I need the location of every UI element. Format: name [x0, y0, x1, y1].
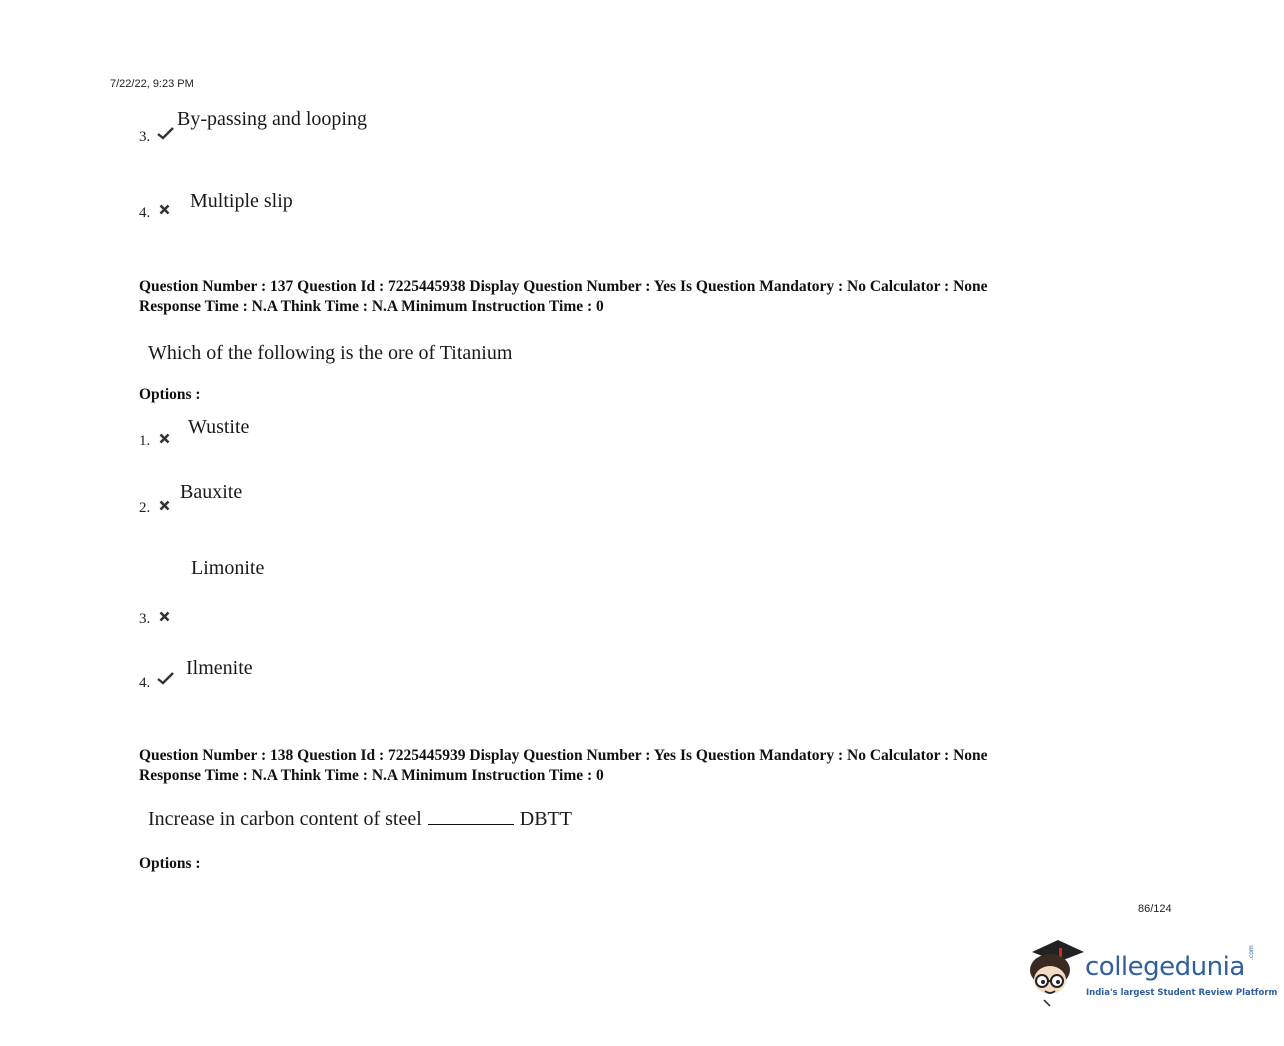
question-meta-line1: Question Number : 137 Question Id : 7225445938 Display Question Number : Yes Is Question Mandatory : No Calculator : None: [139, 278, 988, 295]
option-number: 4.: [139, 675, 151, 691]
check-icon: [157, 671, 174, 689]
option-text: Bauxite: [180, 481, 243, 503]
options-label: Options :: [139, 855, 201, 872]
page-number: 86/124: [1138, 903, 1172, 915]
option-text: Multiple slip: [190, 190, 293, 212]
cross-icon: [159, 432, 170, 448]
option-number: 1.: [139, 433, 151, 449]
question-text: Which of the following is the ore of Titanium: [148, 342, 513, 364]
option-text: Ilmenite: [186, 657, 253, 679]
option-text: Wustite: [188, 416, 250, 438]
option-number: 3.: [139, 129, 151, 145]
question-meta: [139, 277, 988, 317]
option-text: Limonite: [191, 557, 265, 579]
collegedunia-logo: [1024, 938, 1278, 1008]
check-icon: [157, 126, 174, 144]
logo-wordmark: collegedunia: [1085, 952, 1245, 982]
question-meta-line2: Response Time : N.A Think Time : N.A Minimum Instruction Time : 0: [139, 298, 604, 315]
cross-icon: [159, 499, 170, 515]
cross-icon: [159, 610, 170, 626]
question-meta-line1: Question Number : 138 Question Id : 7225445939 Display Question Number : Yes Is Question Mandatory : No Calculator : None: [139, 747, 988, 764]
option-number: 4.: [139, 205, 151, 221]
option-number: 2.: [139, 500, 151, 516]
question-meta: [139, 746, 988, 786]
question-meta-line2: Response Time : N.A Think Time : N.A Minimum Instruction Time : 0: [139, 767, 604, 784]
logo-suffix: .com: [1248, 945, 1255, 960]
fill-in-blank: [428, 806, 514, 825]
logo-tagline: India's largest Student Review Platform: [1086, 988, 1278, 998]
print-timestamp: 7/22/22, 9:23 PM: [110, 78, 194, 90]
question-text: [148, 806, 572, 831]
question-text-before-blank: Increase in carbon content of steel: [148, 808, 422, 830]
option-number: 3.: [139, 611, 151, 627]
mascot-icon: [1024, 938, 1084, 1008]
option-text: By-passing and looping: [177, 108, 367, 130]
cross-icon: [159, 203, 170, 219]
options-label: Options :: [139, 386, 201, 403]
question-text-after-blank: DBTT: [519, 808, 572, 830]
